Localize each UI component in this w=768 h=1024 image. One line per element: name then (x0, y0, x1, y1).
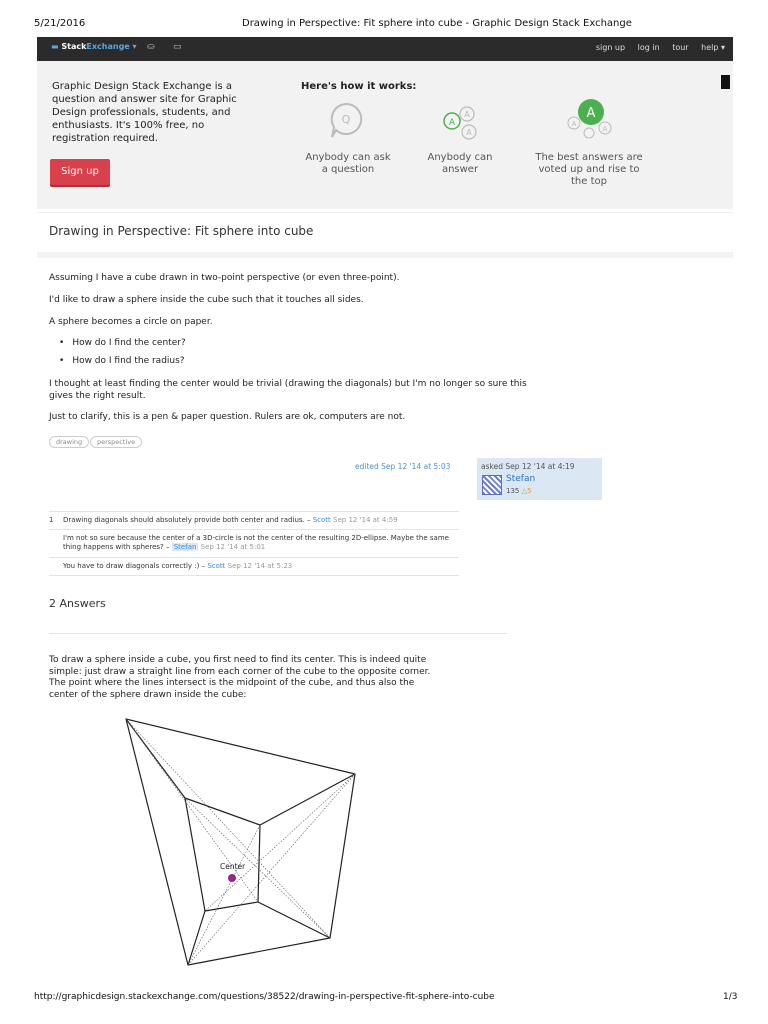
divider (37, 252, 733, 258)
print-title: Drawing in Perspective: Fit sphere into cube - Graphic Design Stack Exchange (242, 18, 632, 29)
cube-diagram (110, 715, 370, 975)
comment-user[interactable]: Stefan (173, 543, 197, 551)
print-page: 1/3 (723, 992, 738, 1002)
question-paragraph: I thought at least finding the center would be trivial (drawing the diagonals) but I'm no longer so sure this gives the right result. (49, 379, 527, 401)
user-card (477, 458, 602, 500)
divider (37, 212, 733, 213)
diagram-center-label: Center (220, 862, 246, 871)
answer-paragraph: To draw a sphere inside a cube, you first need to find its center. This is indeed quite simple: just draw a straight line from each corner of the cube to the opposite corner. The point where the lines intersect is the midpoint of the cube, and thus also the center of the sphere drawn inside the cube: (49, 655, 431, 700)
tour-link[interactable]: tour (672, 43, 689, 52)
answer-icon (440, 101, 480, 143)
svg-text:A: A (448, 118, 456, 128)
user-name[interactable]: Stefan (506, 474, 536, 484)
inbox-icon[interactable]: ⛀ (147, 42, 155, 52)
step-ask-caption: Anybody can ask a question (305, 152, 391, 175)
step-answer-caption: Anybody can answer (427, 152, 493, 175)
question-paragraph: Assuming I have a cube drawn in two-point perspective (or even three-point). (49, 273, 400, 283)
question-paragraph: A sphere becomes a circle on paper. (49, 317, 213, 327)
signup-button[interactable]: Sign up (50, 159, 110, 185)
tag-perspective[interactable]: perspective (90, 436, 142, 448)
chevron-down-icon: ▾ (132, 42, 137, 51)
svg-text:A: A (466, 128, 472, 137)
stackexchange-logo[interactable]: ▬ StackExchange ▾ (51, 42, 137, 51)
comment (63, 516, 458, 525)
diagonals (126, 719, 355, 965)
answers-heading: 2 Answers (49, 597, 106, 610)
avatar[interactable] (482, 475, 502, 495)
svg-text:A: A (571, 120, 577, 128)
hero-banner (37, 61, 733, 209)
user-reputation (506, 487, 531, 495)
divider (49, 557, 459, 558)
center-point (229, 875, 236, 882)
best-answer-icon (565, 96, 615, 140)
step-best-caption: The best answers are voted up and rise to the top (535, 152, 643, 187)
help-link[interactable]: help ▾ (701, 43, 725, 52)
brand-stack: Stack (61, 42, 87, 51)
tag-drawing[interactable]: drawing (49, 436, 89, 448)
svg-text:A: A (586, 106, 596, 121)
comment-time[interactable]: Sep 12 '14 at 5:01 (200, 543, 266, 551)
top-links (586, 43, 725, 52)
list-item: • How do I find the radius? (49, 356, 185, 366)
reputation-score: 135 (506, 487, 520, 495)
question-title[interactable]: Drawing in Perspective: Fit sphere into cube (49, 224, 314, 238)
svg-text:A: A (464, 110, 470, 119)
signup-link[interactable]: sign up (595, 43, 626, 52)
comment (63, 562, 458, 571)
divider (49, 529, 459, 530)
close-icon[interactable] (721, 75, 730, 89)
ask-question-icon (329, 102, 363, 140)
divider (49, 575, 459, 576)
divider (49, 511, 459, 512)
top-bar (37, 37, 733, 61)
question-paragraph: Just to clarify, this is a pen & paper question. Rulers are ok, computers are not. (49, 412, 406, 422)
edited-link[interactable]: edited Sep 12 '14 at 5:03 (355, 462, 451, 471)
trophy-icon[interactable]: ▭ (173, 42, 182, 52)
how-it-works-title: Here's how it works: (301, 81, 417, 92)
comment-time[interactable]: Sep 12 '14 at 5:23 (227, 562, 293, 570)
question-paragraph: I'd like to draw a sphere inside the cube such that it touches all sides. (49, 295, 364, 305)
asked-date: asked Sep 12 '14 at 4:19 (481, 462, 575, 471)
brand-exchange: Exchange (86, 42, 130, 51)
comment-user[interactable]: Scott (207, 562, 226, 570)
login-link[interactable]: log in (637, 43, 660, 52)
list-item: • How do I find the center? (49, 338, 186, 348)
print-date: 5/21/2016 (34, 18, 86, 29)
hero-description: Graphic Design Stack Exchange is a question and answer site for Graphic Design professionals, students, and enthusiasts. It's 100% free, no registration required. (52, 81, 237, 144)
print-url: http://graphicdesign.stackexchange.com/questions/38522/drawing-in-perspective-fit-sphere-into-cube (34, 992, 495, 1002)
comment-text: You have to draw diagonals correctly :) – (63, 562, 206, 570)
bronze-badge: △5 (521, 487, 532, 495)
comment-text: Drawing diagonals should absolutely provide both center and radius. – (63, 516, 311, 524)
comment-user[interactable]: Scott (312, 516, 331, 524)
comment (63, 534, 458, 552)
cube-back-face (185, 798, 260, 911)
comment-text: I'm not so sure because the center of a 3D-circle is not the center of the resulting 2D-ellipse. Maybe the same thing happens with spheres? – (63, 534, 449, 551)
svg-text:Q: Q (341, 113, 351, 126)
divider (49, 633, 507, 634)
comment-time[interactable]: Sep 12 '14 at 4:59 (333, 516, 398, 524)
comment-score: 1 (49, 516, 54, 524)
svg-text:A: A (602, 125, 608, 133)
